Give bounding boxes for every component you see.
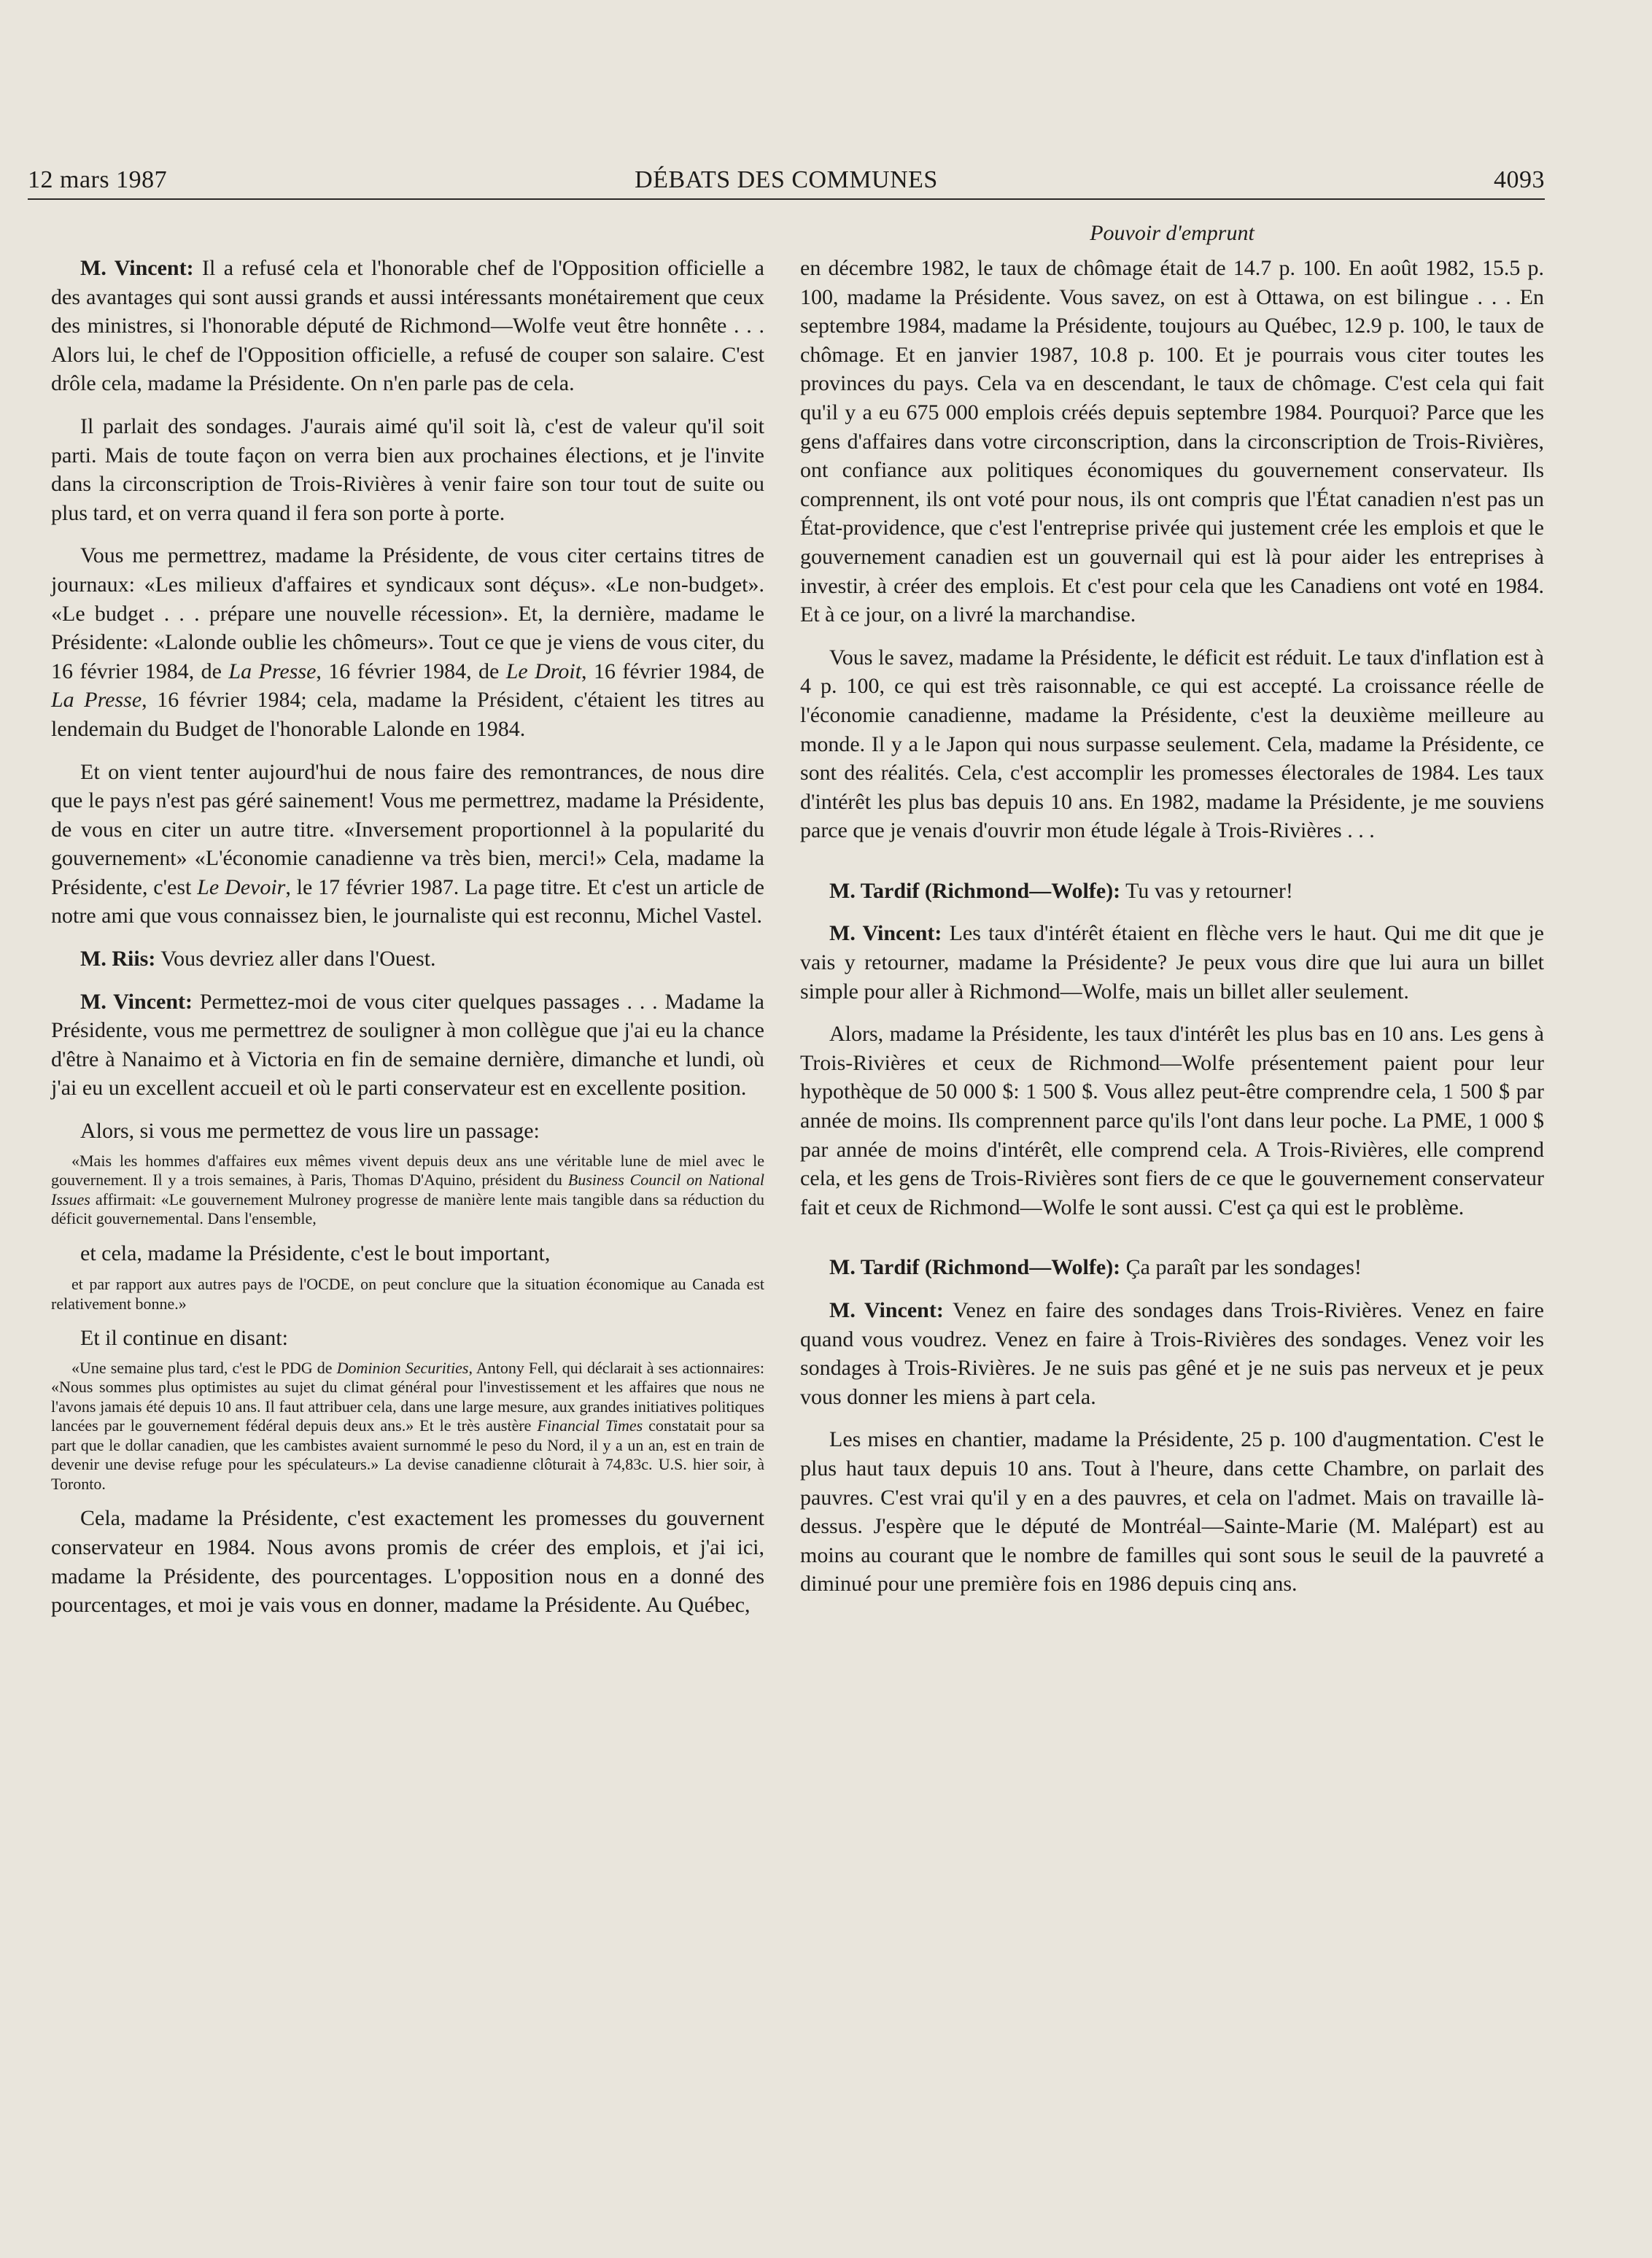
paragraph (800, 1253, 1544, 1282)
speaker-name: M. Vincent: (829, 921, 942, 946)
right-column (800, 219, 1544, 1613)
paragraph: Alors, madame la Présidente, les taux d'intérêt les plus bas en 10 ans. Les gens à Trois-Rivières et ceux de Richmond—Wolfe présentement paient pour leur hypothèque de 50 000 $: 1 500 $. Vous allez peut-être comprendre cela, 1 500 $ par année de moins. Ils comprennent parce qu'ils l'ont dans leur poche. La PME, 1 000 $ par année de moins d'intérêt, elle comprend cela. A Trois-Rivières, elle comprend cela, et les gens de Trois-Rivières sont fiers de ce que le gouvernement conservateur fait et ceux de Richmond—Wolfe le sont aussi. C'est ça qui est le problème. (800, 1022, 1544, 1219)
paragraph (800, 919, 1544, 1006)
publication-title: La Presse (228, 659, 317, 683)
paragraph (800, 1296, 1544, 1411)
paragraph (51, 988, 764, 1103)
speaker-name: M. Riis: (80, 947, 156, 971)
text-run: «Mais les hommes d'affaires eux mêmes vivent depuis deux ans une véritable lune de miel avec le gouvernement. Il y a trois semaines, à Paris, Thomas D'Aquino, président du (51, 1151, 764, 1190)
text-run: , Antony Fell, qui déclarait à ses actionnaires: «Nous sommes plus optimistes au sujet du climat général pour l'investissement et les affaires que nous ne l'avons jamais été depuis 10 ans. Il faut attribuer cela, dans une large mesure, aux grandes initiatives politiques lancées par le gouvernement fédéral depuis deux ans.» Et le très austère (51, 1358, 764, 1435)
paragraph (51, 758, 764, 931)
text-run: , 16 février 1984, de (581, 659, 764, 683)
speech-text: Venez en faire des sondages dans Trois-Rivières. Venez en faire quand vous voudrez. Venez en faire à Trois-Rivières des sondages. Venez voir les sondages à Trois-Rivières. Je ne suis pas gêné et je ne suis pas nerveux et je peux vous donner les miens à part cela. (800, 1298, 1544, 1409)
header-page-number: 4093 (1494, 166, 1545, 193)
speech-text: Vous devriez aller dans l'Ouest. (160, 947, 436, 971)
speaker-name: M. Tardif (Richmond—Wolfe): (829, 1255, 1121, 1280)
paragraph: Alors, si vous me permettez de vous lire un passage: (80, 1119, 540, 1144)
publication-title: La Presse (51, 688, 142, 713)
paragraph (800, 877, 1544, 906)
paragraph: Les mises en chantier, madame la Présidente, 25 p. 100 d'augmentation. C'est le plus haut taux depuis 10 ans. Tout à l'heure, dans cette Chambre, on parlait des pauvres. C'est vrai qu'il y en a des pauvres, et cela on l'admet. Mais on travaille là-dessus. J'espère que le député de Montréal—Sainte-Marie (M. Malépart) est au moins au courant que le nombre de familles qui sont sous le seuil de la pauvreté a diminué pour une première fois en 1986 depuis cinq ans. (800, 1427, 1544, 1596)
text-run: , le 17 février 1987. La page titre. Et c'est un article de notre ami que vous connaissez bien, le journaliste qui est reconnu, Michel Vastel. (51, 874, 765, 928)
block-quote (51, 1359, 764, 1494)
speech-text: Il a refusé cela et l'honorable chef de l'Opposition officielle a des avantages qui sont aussi grands et aussi intéressants monétairement que ceux des ministres, si l'honorable député de Richmond—Wolfe veut être honnête . . . Alors lui, le chef de l'Opposition officielle, a refusé de couper son salaire. C'est drôle cela, madame la Présidente. On n'en parle pas de cela. (51, 256, 764, 396)
header-rule (28, 198, 1545, 200)
speech-text: Permettez-moi de vous citer quelques passages . . . Madame la Présidente, vous me permettrez de souligner à mon collègue que j'ai eu la chance d'être à Nanaimo et à Victoria en fin de semaine dernière, dimanche et lundi, où j'ai eu un excellent accueil et où le parti conservateur est en excellente position. (51, 989, 765, 1101)
paragraph (51, 254, 764, 398)
paragraph: et cela, madame la Présidente, c'est le bout important, (80, 1241, 551, 1265)
header-title: DÉBATS DES COMMUNES (635, 166, 938, 193)
organization-name: Business Council on National Issues (51, 1171, 764, 1208)
text-run: , 16 février 1984, de (316, 659, 506, 683)
publication-title: Financial Times (537, 1416, 643, 1435)
text-run: Vous me permettrez, madame la Présidente, de vous citer certains titres de journaux: «Les milieux d'affaires et syndicaux sont déçus». «Le non-budget». «Le budget . . . prépare une nouvelle récession». Et, la dernière, madame le Présidente: «Lalonde oublie les chômeurs». Tout ce que je viens de vous citer, du 16 février 1984, de (51, 543, 764, 683)
block-quote: et par rapport aux autres pays de l'OCDE, on peut conclure que la situation économique au Canada est relativement bonne.» (51, 1275, 764, 1313)
paragraph (51, 944, 764, 974)
header-date: 12 mars 1987 (28, 166, 168, 193)
text-run: affirmait: «Le gouvernement Mulroney progresse de manière lente mais tangible dans sa réduction du déficit gouvernemental. Dans l'ensemble, (51, 1190, 764, 1228)
paragraph (51, 541, 764, 743)
speaker-name: M. Vincent: (80, 256, 194, 280)
paragraph: en décembre 1982, le taux de chômage était de 14.7 p. 100. En août 1982, 15.5 p. 100, madame la Présidente. Vous savez, on est à Ottawa, on est bilingue . . . En septembre 1984, madame la Présidente, toujours au Québec, 12.9 p. 100, le taux de chômage. Et en janvier 1987, 10.8 p. 100. Et je pourrais vous citer toutes les provinces du pays. Cela va en descendant, le taux de chômage. C'est cela qui fait qu'il y a eu 675 000 emplois créés depuis septembre 1984. Pourquoi? Parce que les gens d'affaires dans votre circonscription, dans la circonscription de Trois-Rivières, ont confiance aux politiques économiques du gouvernement conservateur. Ils comprennent, ils ont voté pour nous, ils ont compris que l'État canadien n'est pas un État-providence, que c'est l'entreprise privée qui justement crée les emplois et que le gouvernement canadien est un gouvernail qui est là pour aider les entreprises à investir, à créer des emplois. Et c'est pour cela que les Canadiens ont voté en 1984. Et à ce jour, on a livré la marchandise. (800, 256, 1544, 627)
speaker-name: M. Vincent: (829, 1298, 944, 1322)
speech-text: Les taux d'intérêt étaient en flèche vers le haut. Qui me dit que je vais y retourner, madame la Présidente? Je peux vous dire que lui aura un billet simple pour aller à Richmond—Wolfe, mais un billet aller seulement. (800, 921, 1544, 1004)
spacer (800, 1235, 1544, 1253)
speaker-name: M. Tardif (Richmond—Wolfe): (829, 878, 1121, 903)
organization-name: Dominion Securities (336, 1358, 469, 1377)
text-run: Et on vient tenter aujourd'hui de nous faire des remontrances, de nous dire que le pays n'est pas géré sainement! Vous me permettrez, madame la Présidente, de vous en citer un autre titre. «Inversement proportionnel à la popularité du gouvernement» «L'économie canadienne va très bien, merci!» Cela, madame la Présidente, c'est (51, 759, 764, 899)
paragraph: Il parlait des sondages. J'aurais aimé qu'il soit là, c'est de valeur qu'il soit parti. Mais de toute façon on verra bien aux prochaines élections, et je l'invite dans la circonscription de Trois-Rivières à venir faire son tour tout de suite ou plus tard, et on verra quand il fera son porte à porte. (51, 414, 764, 525)
speaker-name: M. Vincent: (80, 989, 193, 1014)
publication-title: Le Devoir (197, 874, 286, 899)
text-run: , 16 février 1984; cela, madame la Président, c'étaient les titres au lendemain du Budget de l'honorable Lalonde en 1984. (51, 688, 764, 741)
left-column (51, 219, 764, 1634)
paragraph: Cela, madame la Présidente, c'est exactement les promesses du gouvernent conservateur en 1984. Nous avons promis de créer des emplois, et j'ai ici, madame la Présidente, des pourcentages. L'opposition nous en a donné des pourcentages, et moi je vais vous en donner, madame la Présidente. Au Québec, (51, 1506, 764, 1618)
column-heading: Pouvoir d'emprunt (1090, 221, 1254, 245)
text-run: constatait pour sa part que le dollar canadien, que les cambistes avaient surnommé le peso du Nord, il y a un an, est en train de devenir une devise refuge pour les spéculateurs.» La devise canadienne clôturait à 74,83c. U.S. hier soir, à Toronto. (51, 1416, 764, 1493)
speech-text: Tu vas y retourner! (1125, 878, 1293, 903)
paragraph: Vous le savez, madame la Présidente, le déficit est réduit. Le taux d'inflation est à 4 p. 100, ce qui est très raisonnable, ce qui est accepté. La croissance réelle de l'économie canadienne, madame la Présidente, c'est la deuxième meilleure au monde. Il y a le Japon qui nous surpasse seulement. Cela, madame la Présidente, ce sont des réalités. Cela, c'est accomplir les promesses électorales de 1984. Les taux d'intérêt les plus bas depuis 10 ans. En 1982, madame la Présidente, je me souviens parce que je venais d'ouvrir mon étude légale à Trois-Rivières . . . (800, 645, 1544, 843)
paragraph: Et il continue en disant: (80, 1326, 288, 1351)
block-quote (51, 1152, 764, 1229)
spacer (800, 859, 1544, 877)
speech-text: Ça paraît par les sondages! (1125, 1255, 1362, 1280)
text-run: «Une semaine plus tard, c'est le PDG de (71, 1358, 337, 1377)
publication-title: Le Droit (505, 659, 582, 683)
page-header (28, 165, 1545, 200)
